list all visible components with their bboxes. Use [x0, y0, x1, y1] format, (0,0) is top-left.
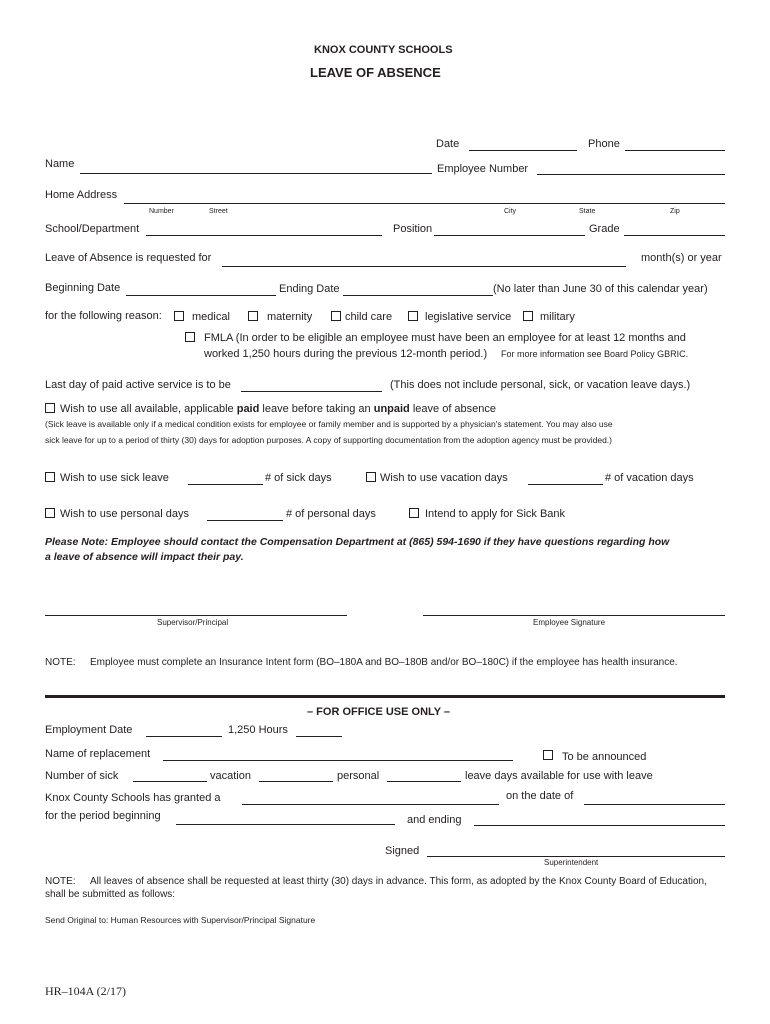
- personal-count-field[interactable]: [387, 781, 461, 782]
- hours-label: 1,250 Hours: [228, 724, 288, 736]
- school-department-label: School/Department: [45, 223, 140, 235]
- paid-leave-label: Wish to use all available, applicable paid leave before taking an unpaid leave of absence: [60, 403, 497, 415]
- to-be-announced-label: To be announced: [562, 751, 647, 763]
- please-note-line1: Please Note: Employee should contact the Compensation Department at (865) 594-1690 if they have questions regarding how: [45, 536, 670, 548]
- footer-note-label: NOTE:: [45, 876, 76, 887]
- personal-days-label: Wish to use personal days: [60, 508, 190, 520]
- replacement-label: Name of replacement: [45, 748, 151, 760]
- phone-label: Phone: [588, 138, 620, 150]
- employee-number-label: Employee Number: [437, 163, 529, 175]
- legislative-label: legislative service: [425, 311, 512, 323]
- address-number-label: Number: [149, 208, 174, 215]
- last-paid-day-label: Last day of paid active service is to be: [45, 379, 231, 391]
- sick-leave-note-line1: (Sick leave is available only if a medical condition exists for employee or family member and is supported by a physician's statement. You may also use: [45, 419, 613, 429]
- child-care-checkbox[interactable]: [331, 311, 341, 321]
- beginning-date-label: Beginning Date: [45, 282, 121, 294]
- medical-label: medical: [192, 311, 230, 323]
- fmla-checkbox[interactable]: [185, 332, 195, 342]
- granted-field[interactable]: [242, 804, 499, 805]
- and-ending-field[interactable]: [474, 825, 725, 826]
- personal-days-count-label: # of personal days: [286, 508, 376, 520]
- beginning-date-field[interactable]: [126, 295, 276, 296]
- employment-date-label: Employment Date: [45, 724, 133, 736]
- date-label: Date: [436, 138, 460, 150]
- paid-leave-checkbox[interactable]: [45, 403, 55, 413]
- address-zip-label: Zip: [670, 208, 680, 215]
- leave-days-available-label: leave days available for use with leave: [465, 770, 653, 782]
- ending-date-label: Ending Date: [279, 283, 340, 295]
- personal-days-checkbox[interactable]: [45, 508, 55, 518]
- form-code: HR–104A (2/17): [45, 984, 126, 998]
- employee-signature-label: Employee Signature: [533, 618, 606, 627]
- please-note-line2: a leave of absence will impact their pay.: [45, 551, 244, 563]
- office-divider: [45, 695, 725, 698]
- office-vacation-label: vacation: [210, 770, 251, 782]
- insurance-note-text: Employee must complete an Insurance Intent form (BO–180A and BO–180B and/or BO–180C) if the employee has health insurance.: [90, 657, 678, 668]
- ending-date-note: (No later than June 30 of this calendar year): [493, 283, 708, 295]
- legislative-checkbox[interactable]: [408, 311, 418, 321]
- footer-note-line1: All leaves of absence shall be requested at least thirty (30) days in advance. This form, as adopted by the Knox County Board of Education,: [90, 876, 707, 887]
- superintendent-label: Superintendent: [544, 858, 599, 867]
- fmla-text-line1: FMLA (In order to be eligible an employee must have been an employee for at least 12 months and: [204, 332, 686, 344]
- school-department-field[interactable]: [146, 235, 382, 236]
- vacation-label: Wish to use vacation days: [380, 472, 508, 484]
- sick-days-field[interactable]: [188, 484, 263, 485]
- period-beginning-field[interactable]: [176, 824, 395, 825]
- maternity-checkbox[interactable]: [248, 311, 258, 321]
- footer-note-line2: shall be submitted as follows:: [45, 889, 176, 900]
- sick-leave-note-line2: sick leave for up to a period of thirty (30) days for adoption purposes. A copy of supporting documentation from the adoption agency must be provided.): [45, 435, 612, 445]
- address-city-label: City: [504, 208, 517, 215]
- home-address-field[interactable]: [124, 203, 725, 204]
- insurance-note-label: NOTE:: [45, 657, 76, 668]
- phone-field[interactable]: [625, 150, 725, 151]
- military-label: military: [540, 311, 575, 323]
- period-beginning-label: for the period beginning: [45, 810, 161, 822]
- military-checkbox[interactable]: [523, 311, 533, 321]
- vacation-days-field[interactable]: [528, 484, 603, 485]
- last-paid-day-field[interactable]: [241, 391, 382, 392]
- fmla-policy-ref: For more information see Board Policy GBRIC.: [501, 349, 689, 359]
- office-personal-label: personal: [337, 770, 380, 782]
- name-field[interactable]: [80, 173, 432, 174]
- employee-number-field[interactable]: [537, 174, 725, 175]
- date-field[interactable]: [469, 150, 577, 151]
- hours-field[interactable]: [296, 736, 342, 737]
- sick-leave-checkbox[interactable]: [45, 472, 55, 482]
- page-title: LEAVE OF ABSENCE: [310, 65, 441, 80]
- send-original-note: Send Original to: Human Resources with Supervisor/Principal Signature: [45, 915, 316, 925]
- paid-service-note: (This does not include personal, sick, or vacation leave days.): [390, 379, 691, 391]
- sick-leave-label: Wish to use sick leave: [60, 472, 169, 484]
- vacation-count-field[interactable]: [259, 781, 333, 782]
- and-ending-label: and ending: [407, 814, 462, 826]
- sick-count-field[interactable]: [133, 781, 207, 782]
- personal-days-field[interactable]: [207, 520, 283, 521]
- fmla-text-line2: worked 1,250 hours during the previous 12-month period.): [204, 348, 488, 360]
- maternity-label: maternity: [267, 311, 313, 323]
- replacement-field[interactable]: [163, 760, 513, 761]
- position-field[interactable]: [434, 235, 585, 236]
- requested-for-field[interactable]: [222, 266, 626, 267]
- grade-label: Grade: [589, 223, 620, 235]
- child-care-label: child care: [345, 311, 393, 323]
- home-address-label: Home Address: [45, 189, 118, 201]
- on-date-label: on the date of: [506, 790, 574, 802]
- superintendent-signature-line[interactable]: [427, 856, 725, 857]
- to-be-announced-checkbox[interactable]: [543, 750, 553, 760]
- vacation-checkbox[interactable]: [366, 472, 376, 482]
- ending-date-field[interactable]: [343, 295, 493, 296]
- employee-signature-line[interactable]: [423, 615, 725, 616]
- supervisor-signature-label: Supervisor/Principal: [157, 618, 229, 627]
- medical-checkbox[interactable]: [174, 311, 184, 321]
- grade-field[interactable]: [624, 235, 725, 236]
- signed-label: Signed: [385, 845, 420, 857]
- position-label: Position: [393, 223, 433, 235]
- sick-bank-checkbox[interactable]: [409, 508, 419, 518]
- granted-label: Knox County Schools has granted a: [45, 792, 221, 804]
- vacation-days-label: # of vacation days: [605, 472, 694, 484]
- name-label: Name: [45, 158, 75, 170]
- employment-date-field[interactable]: [146, 736, 222, 737]
- sick-bank-label: Intend to apply for Sick Bank: [425, 508, 566, 520]
- supervisor-signature-line[interactable]: [45, 615, 347, 616]
- requested-for-label: Leave of Absence is requested for: [45, 252, 212, 264]
- org-name: KNOX COUNTY SCHOOLS: [314, 44, 453, 56]
- on-date-field[interactable]: [584, 804, 725, 805]
- reason-label: for the following reason:: [45, 310, 162, 322]
- number-of-sick-label: Number of sick: [45, 770, 119, 782]
- sick-days-label: # of sick days: [265, 472, 332, 484]
- address-state-label: State: [579, 208, 596, 215]
- months-label: month(s) or year: [641, 252, 722, 264]
- address-street-label: Street: [209, 208, 228, 215]
- office-use-title: – FOR OFFICE USE ONLY –: [307, 706, 451, 718]
